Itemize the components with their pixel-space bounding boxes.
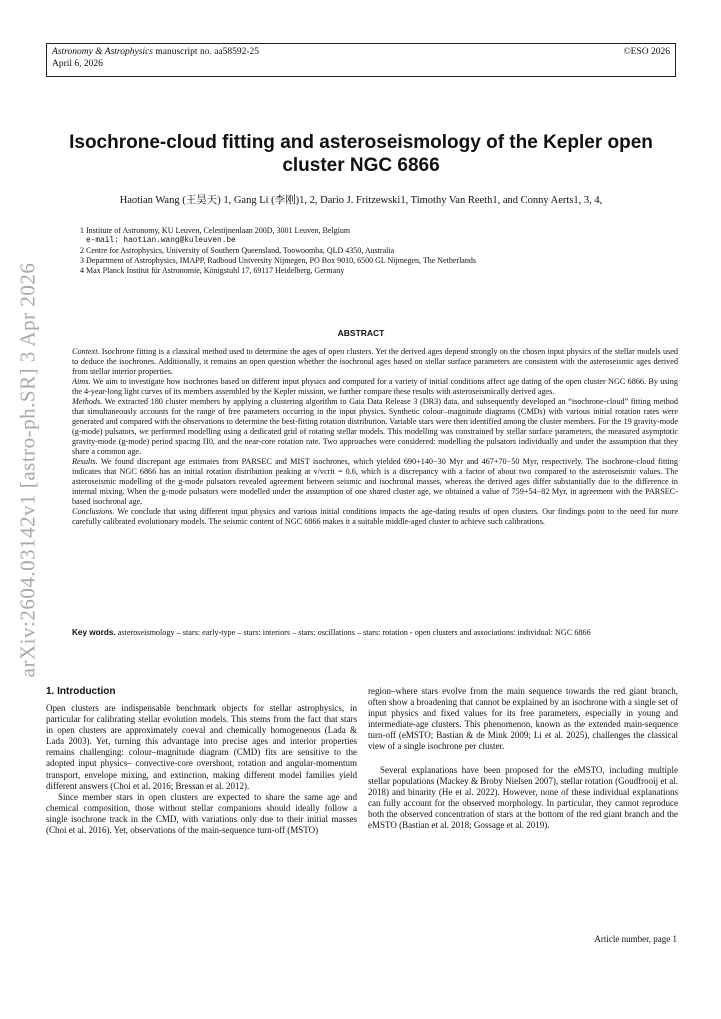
journal-name: Astronomy & Astrophysics [52,47,153,57]
results-text: We found discrepant age estimates from PARSEC and MIST isochrones, which yielded 690+140−30 Myr and 467+70−50 Myr, respectively. The isochrone-cloud fitting indicates that NGC 6866 has an initial rotation distribution peaking at v/vcrit = 0.6, which is a discrepancy with a factor of about two compared to the asteroseismic values. The asteroseismic modelling of the g-mode pulsators revealed agreement between seismic and isochronal masses, whereas the derived ages differ substantially due to the difference in internal mixing. When the g-mode pulsators were modelled under the assumption of one shared cluster age, we obtained a value of 759+54−82 Myr, in agreement with the PARSEC-based isochronal age. [72,457,678,506]
author-list: Haotian Wang (王昊天) 1, Gang Li (李刚)1, 2, Dario J. Fritzewski1, Timothy Van Reeth1, and Conny Aerts1, 3, 4, [119,195,603,206]
abstract-methods [72,397,678,457]
abstract [72,347,678,527]
paragraph: Since member stars in open clusters are expected to share the same age and chemical composition, those without stellar companions should ideally follow a single isochrone track in the CMD, with variations only due to their initial masses (Choi et al. 2016). Yet, observations of the main-sequence turn-off (MSTO) [46,791,357,836]
keywords [72,628,678,638]
aims-label: Aims. [72,377,91,386]
paper-title [46,131,676,177]
paragraph: Several explanations have been proposed for the eMSTO, including multiple stellar populations (Mackey & Broby Nielsen 2007), stellar rotation (Goudfrooij et al. 2018) and binarity (He et al. 2022). However, none of these individual explanations can fully account for the observed morphology. In particular, they cannot reproduce both the observed concentration of stars at the bottom of the red giant branch and the eMSTO (Bastian et al. 2018; Gossage et al. 2019). [368,764,678,831]
abstract-context [72,347,678,377]
affiliation-3: 3 Department of Astrophysics, IMAPP, Radboud University Nijmegen, PO Box 9010, 6500 GL Nijmegen, The Netherlands [80,256,476,265]
page-footer: Article number, page 1 [594,934,677,944]
arxiv-identifier-text: arXiv:2604.03142v1 [astro-ph.SR] 3 Apr 2026 [15,262,40,678]
arxiv-identifier [10,262,46,678]
affiliations [80,226,670,276]
paper-title-line2: cluster NGC 6866 [282,155,440,176]
abstract-heading: ABSTRACT [337,328,385,338]
header-journal-line [52,46,670,58]
methods-text: We extracted 180 cluster members by applying a clustering algorithm to Gaia Data Release 3 (DR3) data, and subsequently developed an “isochrone-cloud” fitting method that simultaneously accounts for the range of free parameters occurring in the input physics. Synthetic colour–magnitude diagrams (CMDs) with various initial rotation rates were generated and compared with the observations to determine the best-fitting rotation distribution. Variable stars were then identified among the cluster members. For the 19 gravity-mode (g-mode) pulsators, we performed modelling using a dedicated grid of rotating stellar models. This modelling was constrained by stellar surface parameters, the measured asymptotic gravity-mode (g-mode) period spacing Π0, and the near-core rotation rate. Two approaches were considered: modelling the pulsators individually and under the assumption that they share a common age. [72,397,678,456]
conclusions-label: Conclusions. [72,507,115,516]
keywords-label: Key words. [72,628,116,637]
section-heading-introduction: 1. Introduction [46,686,116,697]
keywords-text: asteroseismology – stars: early-type – stars: interiors – stars: oscillations – stars: rotation - open clusters and associations: individual: NGC 6866 [115,628,591,637]
context-label: Context. [72,347,100,356]
body-column-right [368,686,678,831]
header-date: April 6, 2026 [52,59,103,69]
results-label: Results. [72,457,98,466]
methods-label: Methods. [72,397,103,406]
header-copyright: ©ESO 2026 [623,47,670,57]
manuscript-number: manuscript no. aa58592-25 [152,47,260,57]
affiliation-4: 4 Max Planck Institut für Astronomie, Königstuhl 17, 69117 Heidelberg, Germany [80,266,345,275]
aims-text: We aim to investigate how isochrones based on different input physics and computed for a variety of initial conditions affect age dating of the open cluster NGC 6866. By using the 4-year-long light curves of its members assembled by the Kepler mission, we further compare these results with asteroseismically derived ages. [72,377,678,396]
abstract-aims [72,377,678,397]
paragraph: region–where stars evolve from the main sequence towards the red giant branch, often show a broadening that cannot be explained by an isochrone with a single set of input physics and fixed values for its free parameters, especially in young and intermediate-age clusters. This phenomenon, known as the extended main-sequence turn-off (eMSTO; Bastian & de Mink 2009; Li et al. 2025), challenges the classical view of a single isochrone per cluster. [368,686,678,752]
running-header [46,43,676,77]
paper-title-line1: Isochrone-cloud fitting and asteroseismology of the Kepler open [69,132,653,153]
affiliation-1: 1 Institute of Astronomy, KU Leuven, Celestijnenlaan 200D, 3001 Leuven, Belgium [80,226,351,235]
abstract-results [72,457,678,507]
context-text: Isochrone fitting is a classical method used to determine the ages of open clusters. Yet the derived ages depend strongly on the chosen input physics of the stellar models used to deduce the isochrones. Additionally, it remains an open question whether the isochronal ages based on stellar surface parameters are consistent with the asteroseismic ages derived from stellar interior properties. [72,347,678,376]
body-column-left [46,703,357,836]
author-email: e-mail: haotian.wang@kuleuven.be [86,237,236,245]
abstract-conclusions [72,507,678,527]
conclusions-text: We conclude that using different input physics and various initial conditions impacts the age-dating results of open clusters. Our findings point to the need for more carefully calibrated evolutionary models. The seismic content of NGC 6866 makes it a suitable middle-aged cluster to achieve such calibrations. [72,507,678,526]
paragraph: Open clusters are indispensable benchmark objects for stellar astrophysics, in particular for calibrating stellar evolution models. This stems from the fact that stars in open clusters are approximately coeval and chemically homogeneous (Lada & Lada 2003). Yet, turning this advantage into precise ages and interior properties remains challenging: colour–magnitude diagram (CMD) fits are sensitive to the adopted input physics– convective-core overshoot, rotation and angular-momentum transport, envelope mixing, and extinction, making different model families yield different answers (Choi et al. 2016; Bressan et al. 2012). [46,703,357,791]
affiliation-2: 2 Centre for Astrophysics, University of Southern Queensland, Toowoomba, QLD 4350, Australia [80,246,395,255]
